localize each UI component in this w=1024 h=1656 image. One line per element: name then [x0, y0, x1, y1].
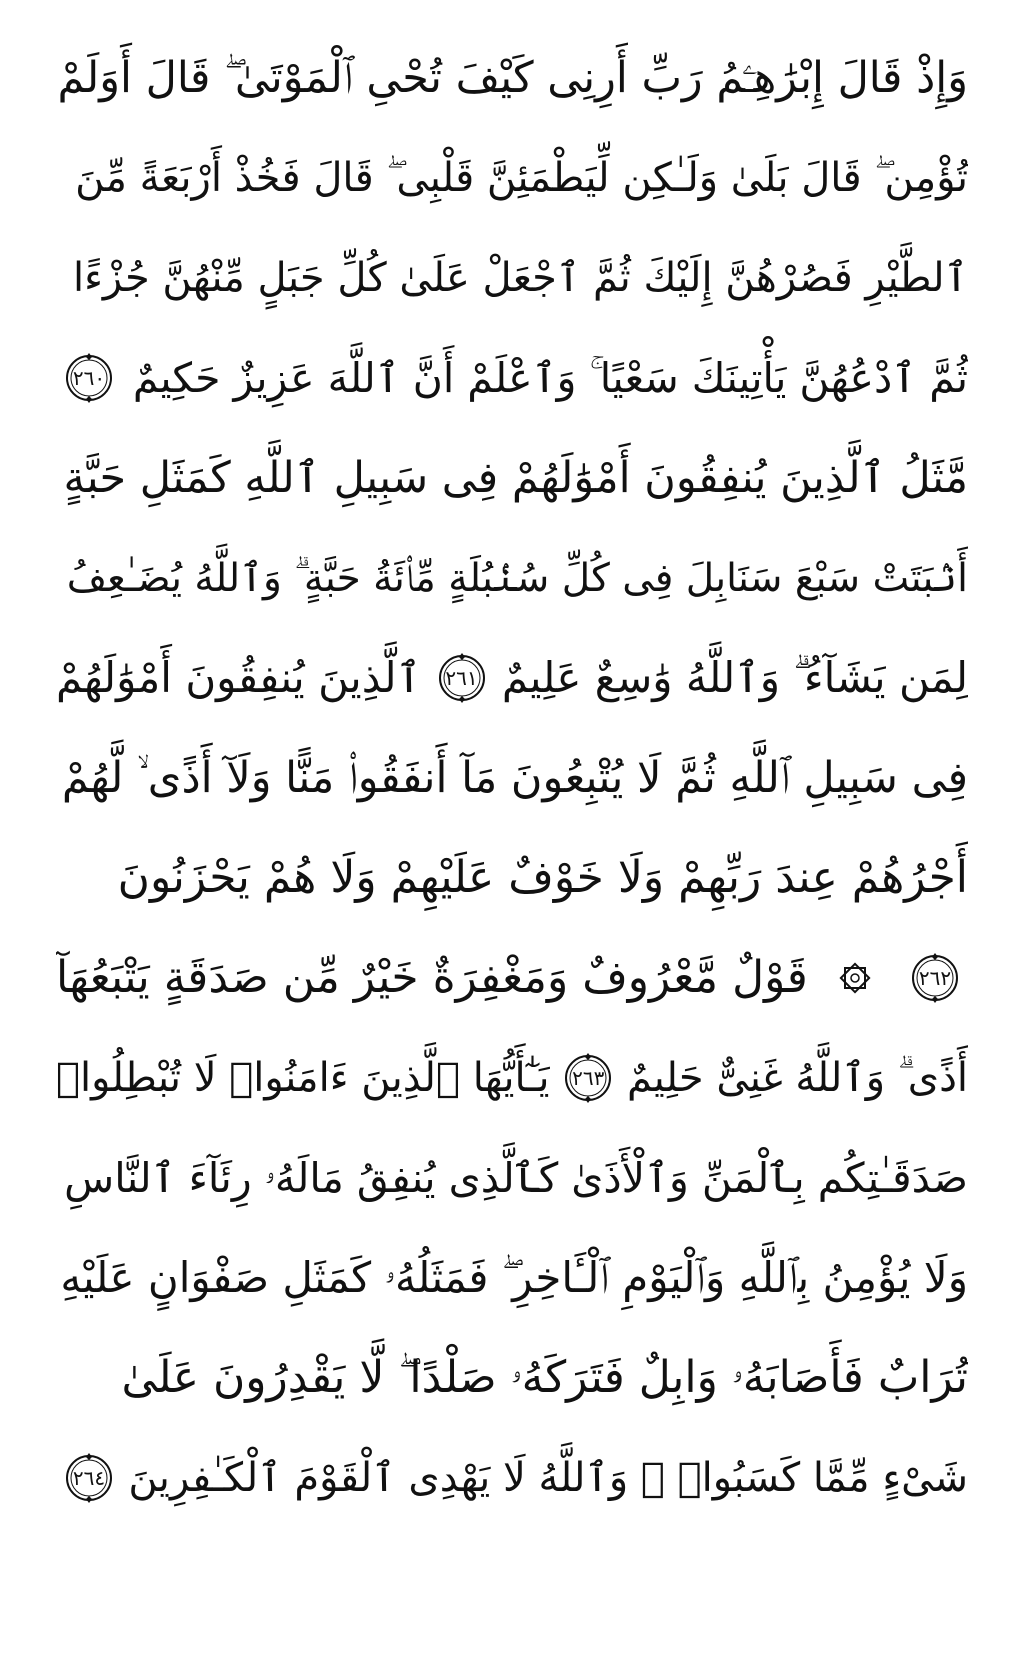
text-line [56, 228, 968, 328]
verse-text: ٱلطَّيْرِ فَصُرْهُنَّ إِلَيْكَ ثُمَّ ٱجْعَلْ عَلَىٰ كُلِّ جَبَلٍ مِّنْهُنَّ جُزْءًا [73, 255, 968, 301]
ayah-number-marker [62, 1451, 116, 1505]
verse-text: ثُمَّ ٱدْعُهُنَّ يَأْتِينَكَ سَعْيًا ۚ وَٱعْلَمْ أَنَّ ٱللَّهَ عَزِيزٌ حَكِيمٌ [132, 353, 968, 402]
ayah-number: ٢٦١ [445, 666, 478, 690]
verse-text: مَّثَلُ ٱلَّذِينَ يُنفِقُونَ أَمْوَٰلَهُمْ فِى سَبِيلِ ٱللَّهِ كَمَثَلِ حَبَّةٍ [63, 452, 968, 503]
verse-text: شَىْءٍ مِّمَّا كَسَبُوا۟ ۗ وَٱللَّهُ لَا يَهْدِى ٱلْقَوْمَ ٱلْكَـٰفِرِينَ [128, 1455, 968, 1501]
ayah-number: ٢٦٠ [72, 366, 106, 390]
verse-text: وَلَا يُؤْمِنُ بِٱللَّهِ وَٱلْيَوْمِ ٱلْـَٔاخِرِ ۖ فَمَثَلُهُۥ كَمَثَلِ صَفْوَانٍ عَلَيْهِ [60, 1253, 968, 1302]
verse-text: أَنۢبَتَتْ سَبْعَ سَنَابِلَ فِى كُلِّ سُنۢبُلَةٍ مِّا۟ئَةُ حَبَّةٍ ۗ وَٱللَّهُ يُضَـٰعِفُ [66, 555, 968, 601]
text-line [56, 628, 968, 728]
verse-text: أَذًى ۗ وَٱللَّهُ غَنِىٌّ حَلِيمٌ [627, 1055, 968, 1101]
verse-text: وَإِذْ قَالَ إِبْرَٰهِـۧمُ رَبِّ أَرِنِى كَيْفَ تُحْىِ ٱلْمَوْتَىٰ ۖ قَالَ أَوَلَمْ [57, 52, 968, 103]
text-line [56, 1328, 968, 1428]
ayah-number-marker [561, 1051, 615, 1105]
text-line [56, 828, 968, 928]
text-line [56, 128, 968, 228]
rub-el-hizb-icon [837, 960, 873, 996]
ayah-number: ٢٦٤ [72, 1466, 106, 1490]
text-line [56, 1028, 968, 1128]
ayah-number-marker [435, 651, 489, 705]
ayah-number-marker [908, 951, 962, 1005]
ayah-number: ٢٦٣ [572, 1066, 605, 1090]
text-line [56, 1428, 968, 1528]
text-line [56, 1128, 968, 1228]
text-line [56, 928, 968, 1028]
verse-text: ٱلَّذِينَ يُنفِقُونَ أَمْوَٰلَهُمْ [56, 653, 422, 702]
verse-text: قَوْلٌ مَّعْرُوفٌ وَمَغْفِرَةٌ خَيْرٌ مِّن صَدَقَةٍ يَتْبَعُهَآ [56, 952, 808, 1003]
text-line [56, 728, 968, 828]
verse-text: فِى سَبِيلِ ٱللَّهِ ثُمَّ لَا يُتْبِعُونَ مَآ أَنفَقُوا۟ مَنًّا وَلَآ أَذًى ۙ لَّهُمْ [61, 752, 968, 803]
ayah-number: ٢٦٢ [918, 966, 952, 990]
ayah-number-marker [62, 351, 116, 405]
verse-text: لِمَن يَشَآءُ ۗ وَٱللَّهُ وَٰسِعٌ عَلِيمٌ [501, 653, 968, 702]
quran-page [56, 28, 968, 1628]
text-line [56, 1228, 968, 1328]
verse-text: يَـٰٓأَيُّهَا ٱلَّذِينَ ءَامَنُوا۟ لَا تُبْطِلُوا۟ [56, 1055, 550, 1101]
verse-text: صَدَقَـٰتِكُم بِٱلْمَنِّ وَٱلْأَذَىٰ كَٱلَّذِى يُنفِقُ مَالَهُۥ رِئَآءَ ٱلنَّاسِ [64, 1153, 968, 1202]
verse-text: تُرَابٌ فَأَصَابَهُۥ وَابِلٌ فَتَرَكَهُۥ صَلْدًا ۖ لَّا يَقْدِرُونَ عَلَىٰ [121, 1352, 968, 1403]
verse-text: تُؤْمِن ۖ قَالَ بَلَىٰ وَلَـٰكِن لِّيَطْمَئِنَّ قَلْبِى ۖ قَالَ فَخُذْ أَرْبَعَةً مِّنَ [75, 155, 968, 201]
verse-text: أَجْرُهُمْ عِندَ رَبِّهِمْ وَلَا خَوْفٌ عَلَيْهِمْ وَلَا هُمْ يَحْزَنُونَ [117, 852, 968, 903]
text-line [56, 428, 968, 528]
text-line [56, 528, 968, 628]
text-line [56, 328, 968, 428]
text-line [56, 28, 968, 128]
